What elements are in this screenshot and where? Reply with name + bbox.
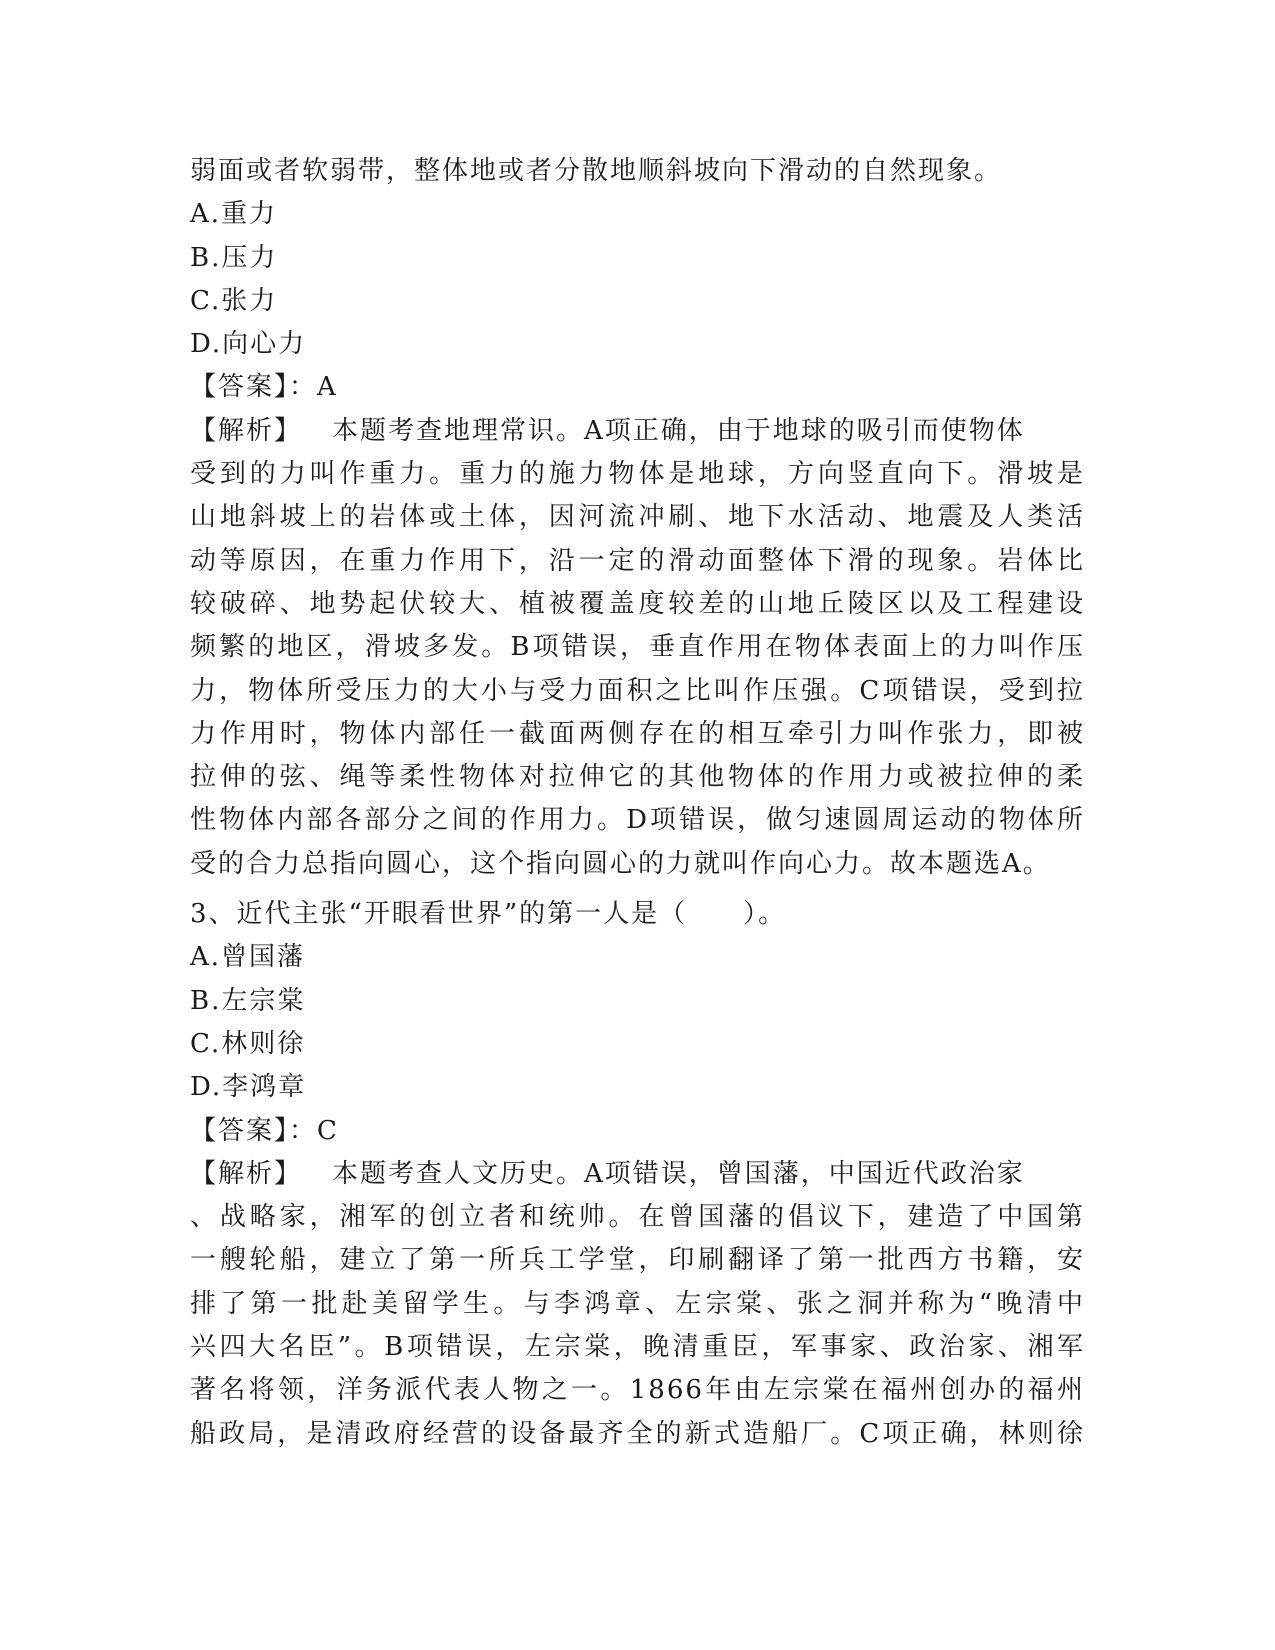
analysis-line: 较破碎、地势起伏较大、植被覆盖度较差的山地丘陵区以及工程建设 (190, 588, 1085, 619)
analysis-line: 动等原因，在重力作用下，沿一定的滑动面整体下滑的现象。岩体比 (190, 545, 1085, 576)
document-page (190, 150, 1085, 1456)
analysis-line: 排了第一批赴美留学生。与李鸿章、左宗棠、张之洞并称为“晚清中 (190, 1288, 1085, 1319)
analysis-line: 受的合力总指向圆心，这个指向圆心的力就叫作向心力。故本题选A。 (190, 848, 1051, 879)
option-b: B.左宗棠 (190, 985, 306, 1016)
analysis-line (190, 1153, 1085, 1196)
analysis-text: 本题考查人文历史。A项错误，曾国藩，中国近代政治家 (332, 1158, 1025, 1189)
analysis-line: 频繁的地区，滑坡多发。B项错误，垂直作用在物体表面上的力叫作压 (190, 632, 1085, 663)
option-d: D.李鸿章 (190, 1072, 307, 1103)
analysis-line: 拉伸的弦、绳等柔性物体对拉伸它的其他物体的作用力或被拉伸的柔 (190, 762, 1085, 793)
analysis-line: 力，物体所受压力的大小与受力面积之比叫作压强。C项错误，受到拉 (190, 675, 1085, 706)
question-2-block (190, 150, 1085, 886)
analysis-line: 受到的力叫作重力。重力的施力物体是地球，方向竖直向下。滑坡是 (190, 459, 1085, 490)
analysis-line: 一艘轮船，建立了第一所兵工学堂，印刷翻译了第一批西方书籍，安 (190, 1245, 1085, 1276)
option-d: D.向心力 (190, 329, 307, 360)
answer-line: 【答案】：A (190, 372, 338, 403)
option-c: C.林则徐 (190, 1028, 306, 1059)
analysis-line: 船政局，是清政府经营的设备最齐全的新式造船厂。C项正确，林则徐 (190, 1418, 1085, 1449)
analysis-line (190, 410, 1085, 453)
analysis-line: 著名将领，洋务派代表人物之一。1866年由左宗棠在福州创办的福州 (190, 1375, 1085, 1406)
answer-line: 【答案】：C (190, 1115, 339, 1146)
spacer (190, 886, 1085, 893)
question-stem: 3、近代主张“开眼看世界”的第一人是（ ）。 (190, 899, 787, 930)
option-a: A.曾国藩 (190, 942, 306, 973)
analysis-line: 力作用时，物体内部任一截面两侧存在的相互牵引力叫作张力，即被 (190, 718, 1085, 749)
analysis-line: 兴四大名臣”。B项错误，左宗棠，晚清重臣，军事家、政治家、湘军 (190, 1332, 1085, 1363)
analysis-line: 山地斜坡上的岩体或土体，因河流冲刷、地下水活动、地震及人类活 (190, 502, 1085, 533)
analysis-line: 性物体内部各部分之间的作用力。D项错误，做匀速圆周运动的物体所 (190, 805, 1085, 836)
question-3-block (190, 893, 1085, 1456)
analysis-label: 【解析】 (190, 415, 303, 446)
question-stem-tail: 弱面或者软弱带，整体地或者分散地顺斜坡向下滑动的自然现象。 (190, 156, 1003, 186)
analysis-text: 本题考查地理常识。A项正确，由于地球的吸引而使物体 (332, 415, 1025, 446)
analysis-line: 、战略家，湘军的创立者和统帅。在曾国藩的倡议下，建造了中国第 (190, 1202, 1085, 1233)
option-b: B.压力 (190, 242, 278, 273)
analysis-label: 【解析】 (190, 1158, 303, 1189)
option-a: A.重力 (190, 199, 278, 230)
option-c: C.张力 (190, 285, 278, 316)
